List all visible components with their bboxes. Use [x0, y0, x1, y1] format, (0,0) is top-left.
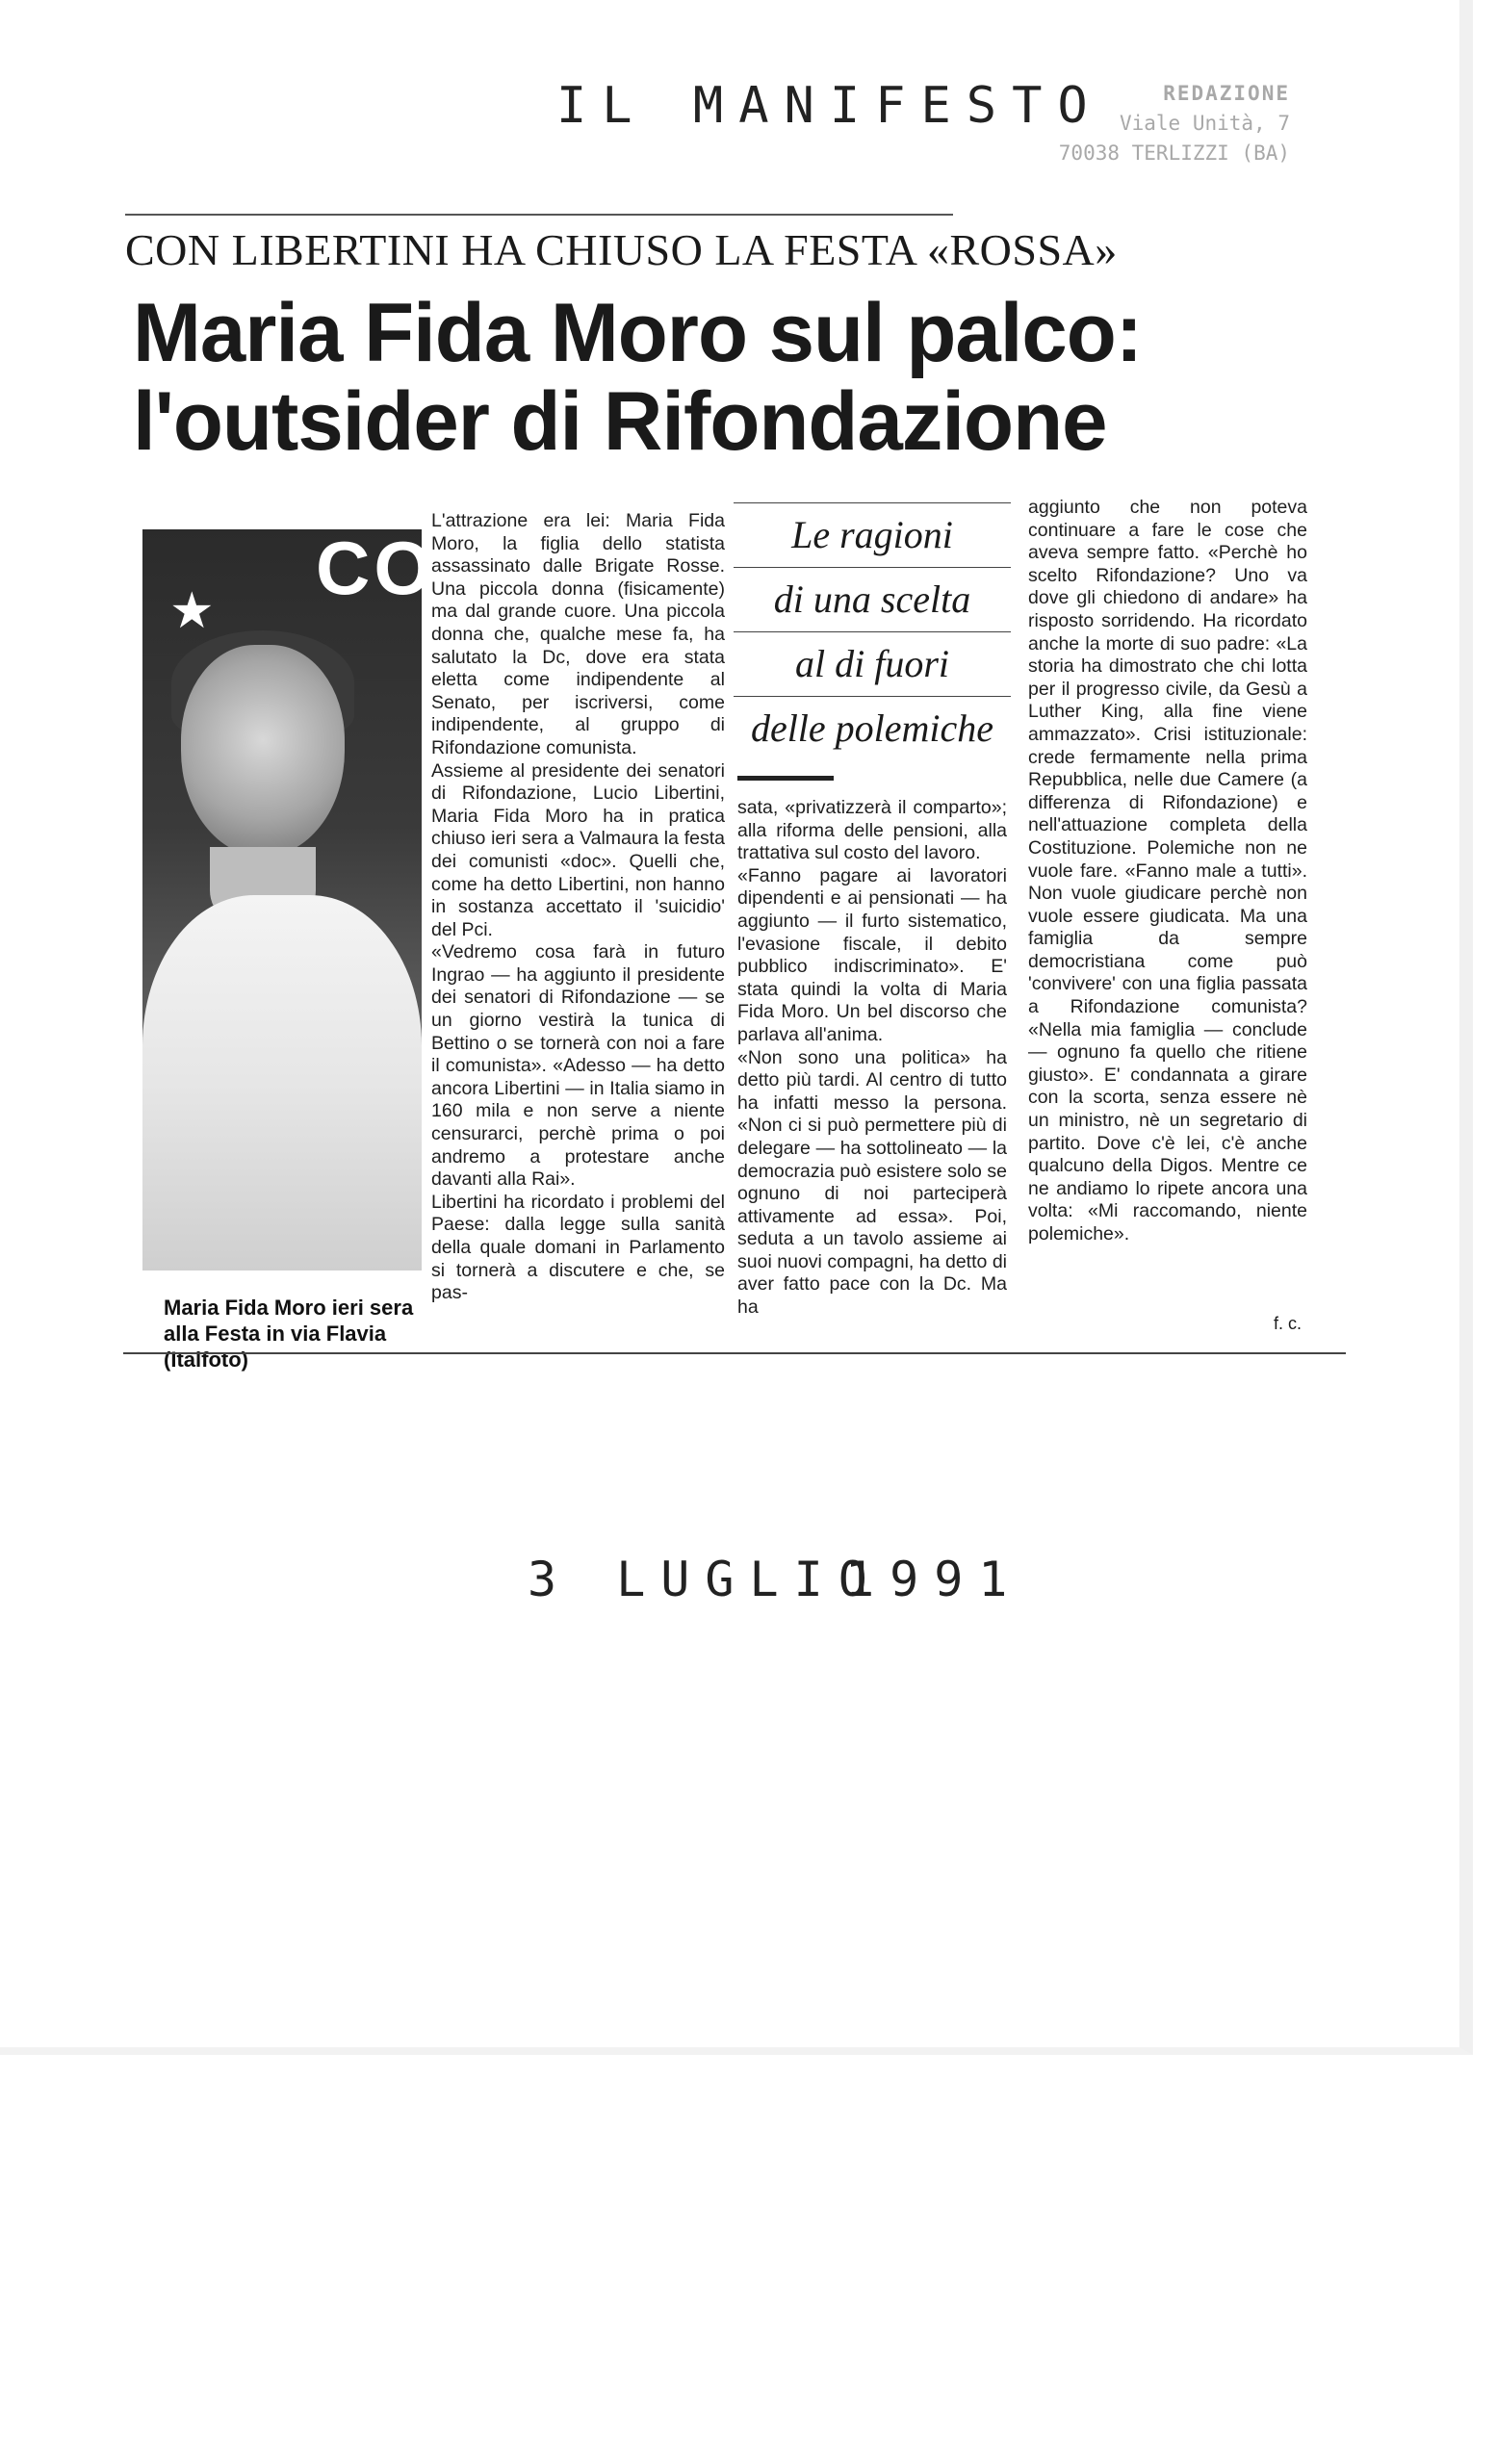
article-headline — [133, 289, 1296, 466]
stamp-line-1: REDAZIONE — [1163, 82, 1290, 105]
column-1-paragraph: «Vedremo cosa farà in futuro Ingrao — ha aggiunto il presidente dei senatori di Rifondazione — se un giorno vestirà la tunica di Bettino o se tornerà con noi a fare il comunista». «Adesso — ha detto ancora Libertini — in Italia siamo in 160 mila e non serve a niente censurarci, perchè prima o poi andremo a protestare anche davanti alla Rai». — [431, 941, 725, 1191]
column-1-paragraph: Assieme al presidente dei senatori di Rifondazione, Lucio Libertini, Maria Fida Moro ha in pratica chiuso ieri sera a Valmaura la festa dei comunisti «doc». Quelli che, come ha detto Libertini, non hanno in sostanza accettato il 'suicidio' del Pci. — [431, 759, 725, 940]
pull-quote-line: al di fuori — [734, 632, 1011, 697]
article-column-1 — [431, 510, 725, 1305]
article-photo — [142, 526, 436, 1270]
stamp-line-3: 70038 TERLIZZI (BA) — [1058, 141, 1290, 165]
headline-line-1: Maria Fida Moro sul palco: — [133, 287, 1143, 379]
column-1-paragraph: L'attrazione era lei: Maria Fida Moro, la figlia dello statista assassinato dalle Brigate Rosse. Una piccola donna (fisicamente) ma dal grande cuore. Una piccola donna che, qualche mese fa, ha salutato la Dc, dove era stata eletta come indipendente al Senato, per iscriversi, come indipendente, al gruppo di Rifondazione comunista. — [431, 510, 725, 758]
headline-line-2: l'outsider di Rifondazione — [133, 375, 1107, 468]
photo-face-shape — [181, 645, 345, 857]
pull-quote-line: Le ragioni — [734, 502, 1011, 568]
stamp-line-2: Viale Unità, 7 — [1119, 112, 1290, 135]
photo-background-sign: CO — [316, 526, 436, 610]
star-icon: ★ — [169, 583, 215, 639]
handwritten-publication-name: IL MANIFESTO — [556, 77, 1103, 135]
top-rule — [125, 214, 953, 216]
column-2-paragraph: «Fanno pagare ai lavoratori dipendenti e ai pensionati — ha aggiunto — il furto sistematico, l'evasione fiscale, il debito pubblico indiscriminato». E' stata quindi la volta di Maria Fida Moro. Un bel discorso che parlava all'anima. — [737, 864, 1007, 1045]
article-column-2 — [737, 797, 1007, 1320]
pull-quote-line: delle polemiche — [750, 706, 994, 750]
column-2-paragraph: sata, «privatizzerà il comparto»; alla riforma delle pensioni, alla trattativa sul costo del lavoro. — [737, 797, 1007, 864]
photo-shirt-shape — [142, 895, 422, 1270]
author-signature: f. c. — [1274, 1314, 1303, 1333]
article-kicker: CON LIBERTINI HA CHIUSO LA FESTA «ROSSA» — [125, 225, 1118, 274]
handwritten-date: 3 LUGLIO — [528, 1552, 883, 1607]
column-2-paragraph: «Non sono una politica» ha detto più tardi. Al centro di tutto ha infatti messo la persona. «Non ci si può permettere più di delegare — ha sottolineato — la democrazia può esistere solo se ognuno di noi parteciperà attivamente ad essa». Poi, seduta a un tavolo assieme ai suoi nuovi compagni, ha detto di aver fatto pace con la Dc. Ma ha — [737, 1046, 1007, 1319]
pull-quote-bar — [737, 776, 834, 781]
pull-quote — [734, 502, 1011, 760]
archive-stamp — [1001, 79, 1290, 168]
pull-quote-line: di una scelta — [734, 568, 1011, 632]
column-3-paragraph: aggiunto che non poteva continuare a fare le cose che aveva sempre fatto. «Perchè ho scelto Rifondazione? Uno va dove gli chiedono di andare» ha risposto sorridendo. Ha ricordato anche la morte di suo padre: «La storia ha dimostrato che chi lotta per il progresso civile, da Gesù a Luther King, alla fine viene ammazzato». Crisi istituzionale: crede fermamente nella prima Repubblica, nelle due Camere (a differenza di Rifondazione) e nell'attuazione completa della Costituzione. Polemiche non ne vuole fare. «Fanno male a tutti». Non vuole giudicare perchè non vuole essere giudicata. Ma una famiglia da sempre democristiana come può 'convivere' con una figlia passata a Rifondazione comunista? «Nella mia famiglia — conclude — ognuno fa quello che ritiene giusto». E' condannata a girare con la scorta, senza essere nè un ministro, nè un segretario di partito. Dove c'è lei, c'è anche qualcuno della Digos. Mentre ce ne andiamo lo ripete ancora una volta: «Mi raccomando, niente polemiche». — [1028, 497, 1307, 1245]
handwritten-year: 1991 — [845, 1552, 1023, 1607]
column-1-paragraph: Libertini ha ricordato i problemi del Paese: dalla legge sulla sanità della quale domani in Parlamento si tornerà a discutere e che, se pas- — [431, 1191, 725, 1304]
article-column-3 — [1028, 497, 1307, 1246]
bottom-rule — [123, 1352, 1346, 1354]
photo-caption: Maria Fida Moro ieri sera alla Festa in via Flavia (Italfoto) — [164, 1296, 414, 1372]
